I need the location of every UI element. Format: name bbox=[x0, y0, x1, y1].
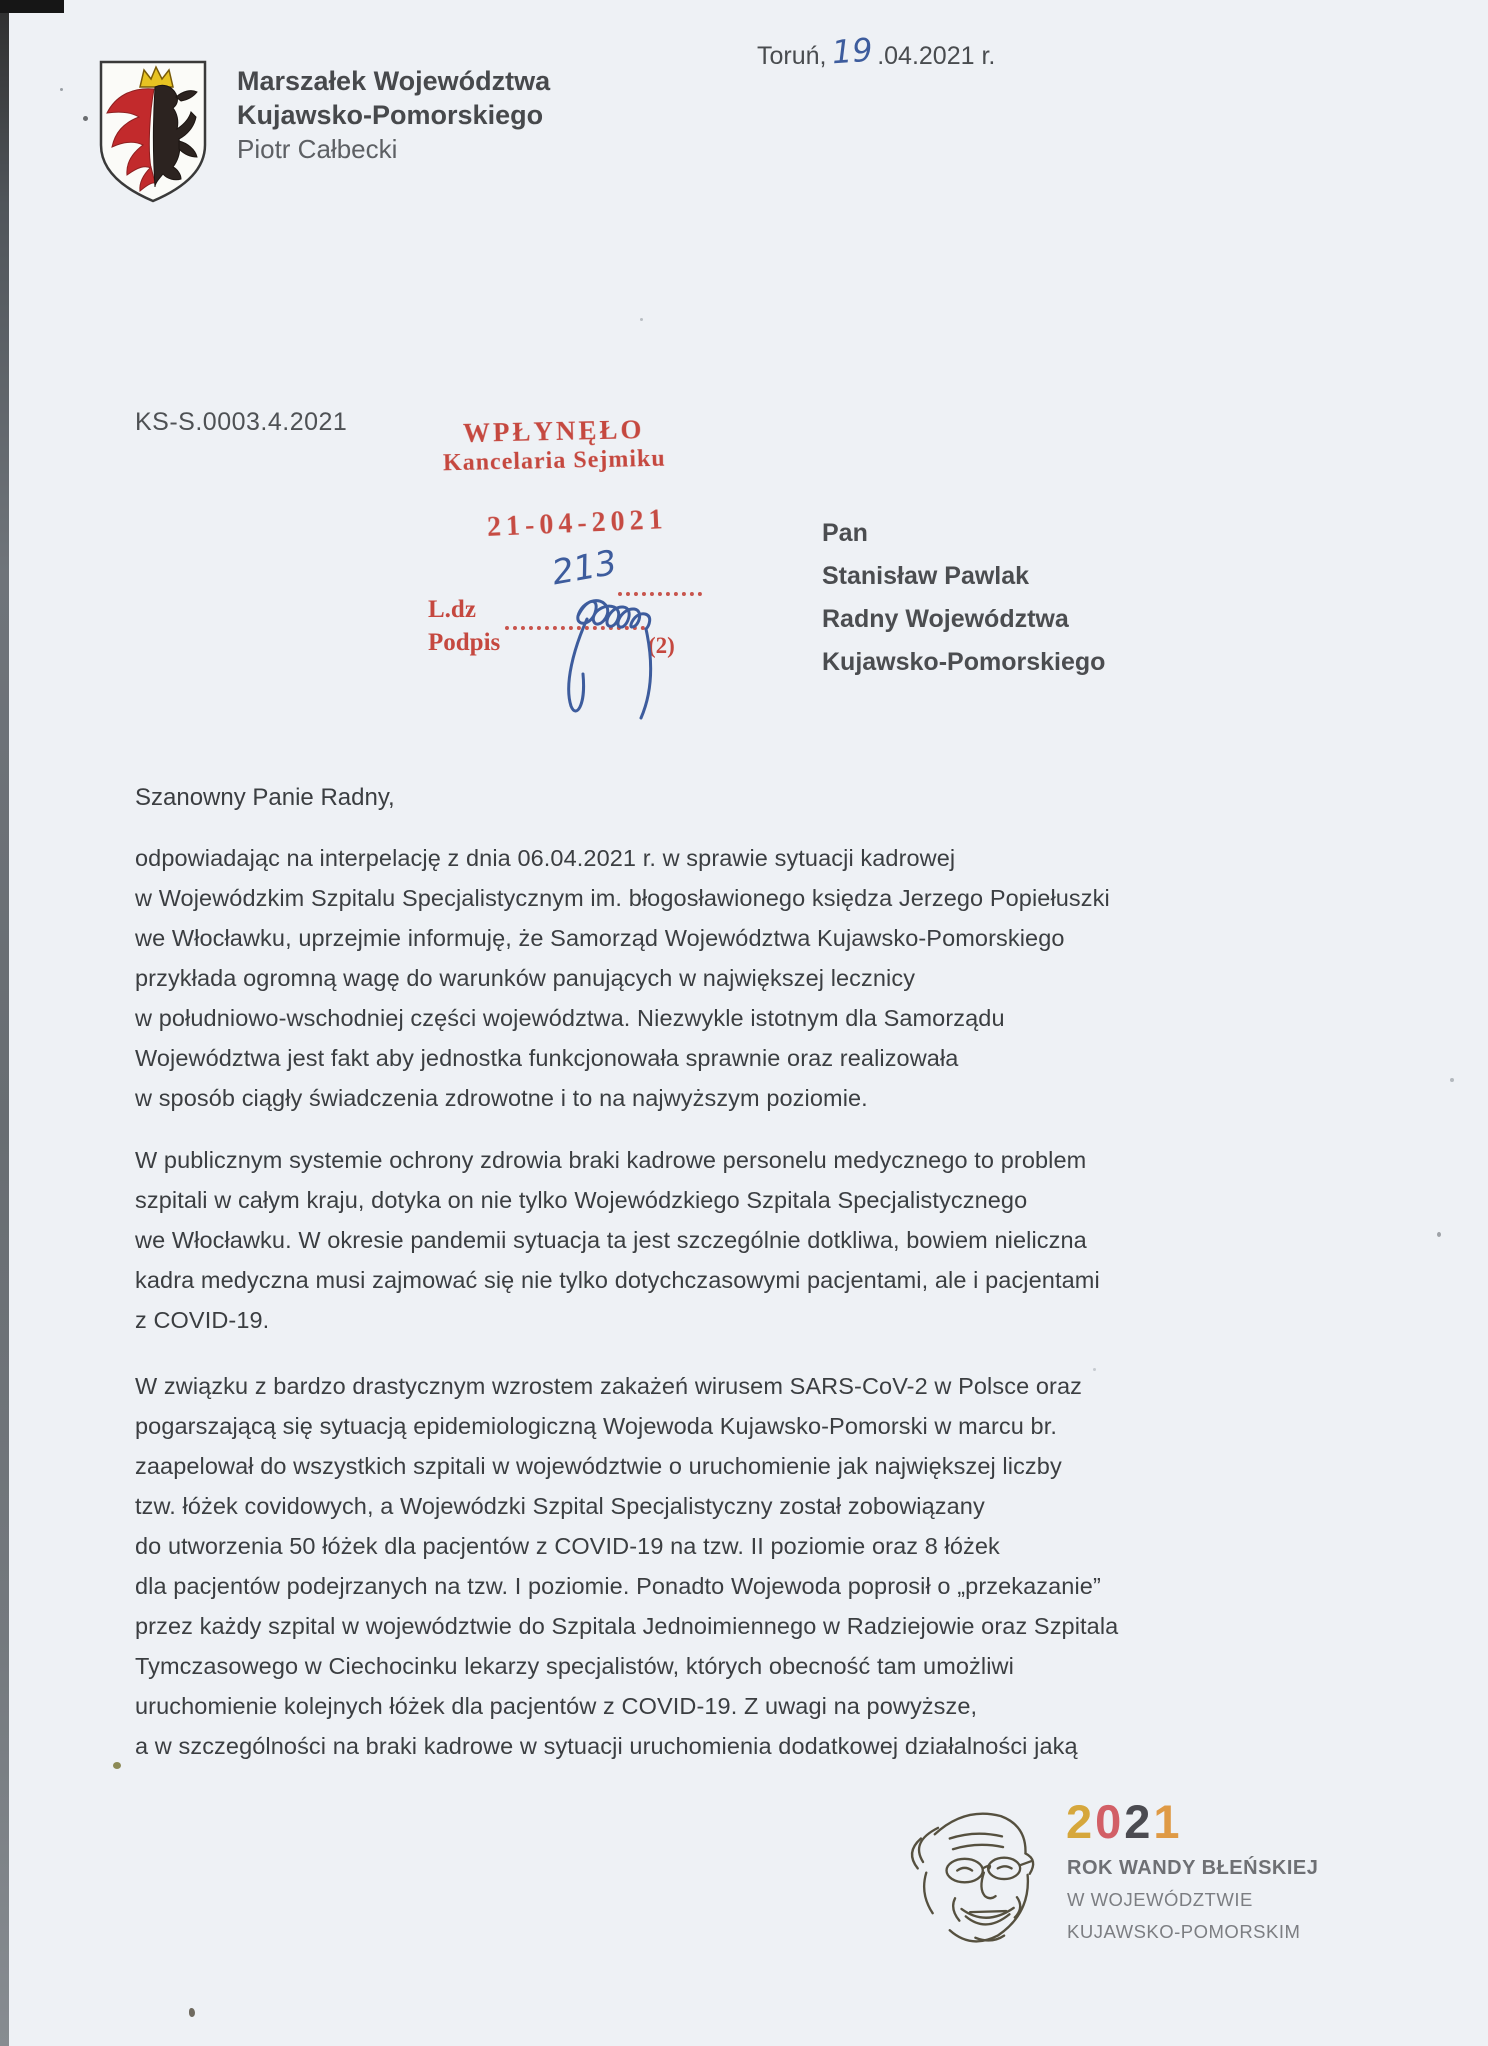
footer-year-digit: 2 bbox=[1124, 1795, 1154, 1848]
handwritten-number: 213 bbox=[549, 542, 620, 594]
scan-corner-artifact bbox=[0, 0, 64, 13]
body-line: W związku z bardzo drastycznym wzrostem zakażeń wirusem SARS-CoV-2 w Polsce oraz bbox=[135, 1373, 1082, 1399]
body-line: dla pacjentów podejrzanych na tzw. I poziomie. Ponadto Wojewoda poprosił o „przekazanie” bbox=[135, 1573, 1101, 1599]
body-paragraph-2 bbox=[135, 1140, 1100, 1340]
recipient-name: Stanisław Pawlak bbox=[822, 562, 1030, 590]
body-paragraph-3 bbox=[135, 1366, 1118, 1766]
body-line: zaapelował do wszystkich szpitali w województwie o uruchomienie jak największej liczby bbox=[135, 1453, 1062, 1479]
body-line: a w szczególności na braki kadrowe w sytuacji uruchomienia dodatkowej działalności jaką bbox=[135, 1733, 1078, 1759]
body-line: szpitali w całym kraju, dotyka on nie tylko Wojewódzkiego Szpitala Specjalistycznego bbox=[135, 1187, 1028, 1213]
reference-number: KS-S.0003.4.2021 bbox=[135, 408, 348, 436]
body-line: Tymczasowego w Ciechocinku lekarzy specjalistów, których obecność tam umożliwi bbox=[135, 1653, 1014, 1679]
scan-speck bbox=[1437, 1232, 1441, 1237]
intake-stamp bbox=[427, 413, 680, 477]
sender-title-line1: Marszałek Województwa bbox=[237, 66, 551, 96]
scan-speck bbox=[83, 116, 88, 121]
dateline-rest: .04.2021 r. bbox=[877, 42, 996, 70]
body-line: tzw. łóżek covidowych, a Wojewódzki Szpital Specjalistyczny został zobowiązany bbox=[135, 1493, 985, 1519]
dateline bbox=[757, 30, 996, 72]
scan-speck bbox=[1450, 1078, 1454, 1082]
dateline-city: Toruń, bbox=[757, 42, 827, 70]
recipient-title: Pan bbox=[822, 519, 868, 547]
footer-year-digit: 2 bbox=[1066, 1795, 1096, 1848]
body-line: odpowiadając na interpelację z dnia 06.04.2021 r. w sprawie sytuacji kadrowej bbox=[135, 845, 956, 871]
footer-caption-line3: KUJAWSKO-POMORSKIM bbox=[1067, 1921, 1301, 1942]
body-line: przykłada ogromną wagę do warunków panujących w największej lecznicy bbox=[135, 965, 916, 991]
footer-year-digit: 1 bbox=[1153, 1795, 1183, 1848]
body-line: z COVID-19. bbox=[135, 1307, 270, 1333]
sender-block bbox=[237, 64, 550, 166]
scan-edge-artifact bbox=[0, 0, 9, 2046]
footer-year bbox=[1066, 1794, 1183, 1849]
body-line: Województwa jest fakt aby jednostka funkcjonowała sprawnie oraz realizowała bbox=[135, 1045, 959, 1071]
recipient-role-line2: Kujawsko-Pomorskiego bbox=[822, 648, 1106, 676]
body-line: w południowo-wschodniej części województwa. Niezwykle istotnym dla Samorządu bbox=[135, 1005, 1005, 1031]
recipient-block bbox=[822, 512, 1105, 684]
body-paragraph-1 bbox=[135, 838, 1110, 1118]
salutation: Szanowny Panie Radny, bbox=[135, 784, 395, 811]
handwritten-signature-icon bbox=[538, 556, 703, 724]
kujawsko-pomorskie-coat-of-arms-icon bbox=[93, 57, 213, 205]
body-line: we Włocławku. W okresie pandemii sytuacja ta jest szczególnie dotkliwa, bowiem nieliczna bbox=[135, 1227, 1087, 1253]
body-line: do utworzenia 50 łóżek dla pacjentów z COVID-19 na tzw. II poziomie oraz 8 łóżek bbox=[135, 1533, 1000, 1559]
body-line: uruchomienie kolejnych łóżek dla pacjentów z COVID-19. Z uwagi na powyższe, bbox=[135, 1693, 978, 1719]
sender-title-line2: Kujawsko-Pomorskiego bbox=[237, 100, 544, 130]
body-line: kadra medyczna musi zajmować się nie tylko dotychczasowymi pacjentami, ale i pacjentami bbox=[135, 1267, 1100, 1293]
scan-speck bbox=[113, 1762, 121, 1769]
footer-caption-line1: ROK WANDY BŁEŃSKIEJ bbox=[1067, 1857, 1319, 1879]
stamp-line1: WPŁYNĘŁO bbox=[462, 414, 645, 448]
footer-caption-line2: W WOJEWÓDZTWIE bbox=[1067, 1889, 1253, 1910]
body-line: we Włocławku, uprzejmie informuję, że Samorząd Województwa Kujawsko-Pomorskiego bbox=[135, 925, 1065, 951]
body-line: pogarszającą się sytuacją epidemiologiczną Wojewoda Kujawsko-Pomorski w marcu br. bbox=[135, 1413, 1057, 1439]
stamp-date: 21-04-2021 bbox=[486, 504, 669, 543]
wanda-blenska-face-sketch-icon bbox=[890, 1798, 1050, 1958]
scan-speck bbox=[640, 318, 643, 321]
stamp-line2: Kancelaria Sejmiku bbox=[442, 445, 666, 477]
handwritten-day: 19 bbox=[831, 30, 875, 72]
body-line: przez każdy szpital w województwie do Szpitala Jednoimiennego w Radziejowie oraz Szpitala bbox=[135, 1613, 1119, 1639]
body-line: w Wojewódzkim Szpitalu Specjalistycznym im. błogosławionego księdza Jerzego Popiełuszki bbox=[135, 885, 1110, 911]
stamp-signature-label: Podpis bbox=[428, 629, 501, 656]
stamp-ldz-label: L.dz bbox=[428, 596, 476, 623]
footer-year-digit: 0 bbox=[1095, 1795, 1125, 1848]
body-line: w sposób ciągły świadczenia zdrowotne i to na najwyższym poziomie. bbox=[135, 1085, 868, 1111]
sender-name: Piotr Całbecki bbox=[237, 134, 398, 164]
body-line: W publicznym systemie ochrony zdrowia braki kadrowe personelu medycznego to problem bbox=[135, 1147, 1087, 1173]
scan-speck bbox=[60, 88, 63, 91]
stamp-copy-mark: (2) bbox=[648, 633, 675, 658]
scan-speck bbox=[189, 2008, 195, 2017]
recipient-role-line1: Radny Województwa bbox=[822, 605, 1069, 633]
